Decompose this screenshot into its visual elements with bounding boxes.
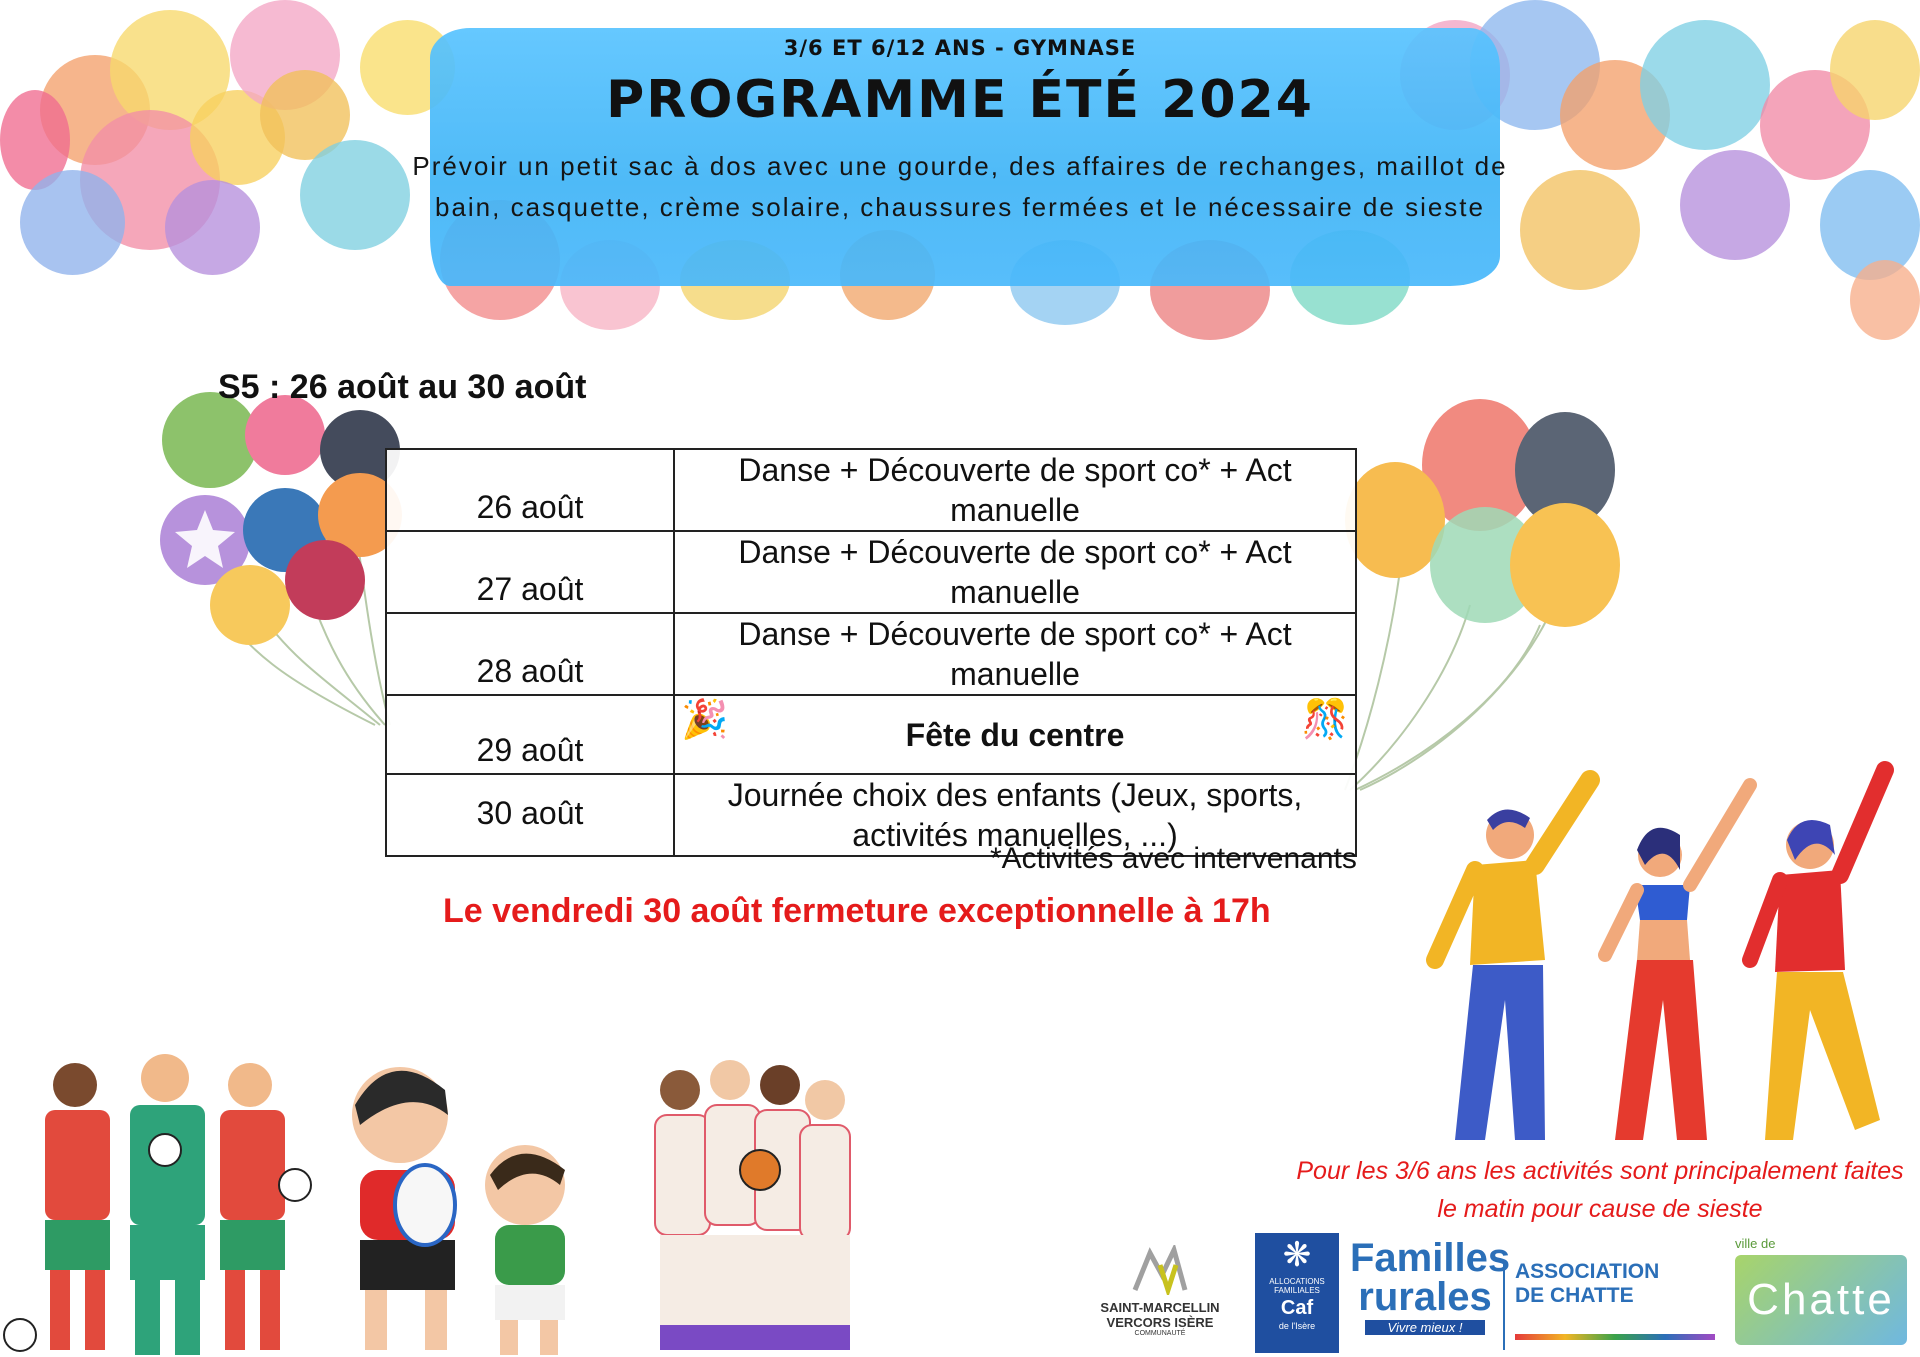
caf-line4: de l'Isère [1278,1321,1316,1331]
packing-instructions: Prévoir un petit sac à dos avec une gourde, des affaires de rechanges, maillot de bain, casquette, crème solaire, chaussures fermées et le nécessaire de sieste [412,151,1508,222]
activity-cell: Danse + Découverte de sport co* + Act manuelle [674,531,1356,613]
schedule-table [385,448,1357,857]
chatte-badge [1735,1255,1907,1345]
smvi-line3: COMMUNAUTÉ [1134,1330,1186,1337]
chatte-logo [1735,1236,1910,1351]
caf-line2: FAMILIALES [1274,1286,1320,1295]
dancers-illustration [1415,760,1905,1150]
basketball-team-illustration [620,1055,870,1357]
closing-notice: Le vendredi 30 août fermeture exceptionnelle à 17h [443,892,1271,930]
week-label: S5 : 26 août au 30 août [218,368,587,406]
familles-line1: Familles [1350,1236,1511,1280]
footnote: *Activités avec intervenants [990,842,1357,875]
day-cell: 26 août [386,449,674,531]
rugby-players-illustration [330,1045,610,1357]
table-row [386,449,1356,531]
caf-logo [1255,1233,1339,1353]
confetti-icon: 🎉 [681,699,729,741]
day-cell: 30 août [386,774,674,856]
chatte-prefix: ville de [1735,1236,1776,1251]
table-row [386,531,1356,613]
party-label: Fête du centre [905,716,1125,753]
assoc-line2: DE CHATTE [1515,1284,1634,1307]
smvi-logo [1085,1245,1235,1345]
activity-cell: Danse + Découverte de sport co* + Act manuelle [674,449,1356,531]
activity-cell: Journée choix des enfants (Jeux, sports, activités manuelles, ...) [674,774,1356,856]
table-row [386,695,1356,774]
confetti-icon: 🎊 [1301,699,1349,741]
caf-line3: Caf [1280,1297,1314,1319]
familles-tagline: Vivre mieux ! [1365,1320,1485,1335]
day-cell: 29 août [386,695,674,774]
program-subtitle: 3/6 ET 6/12 ANS - GYMNASE [783,36,1137,60]
color-stripe [1515,1334,1715,1340]
association-label [1503,1260,1715,1350]
sieste-notice: Pour les 3/6 ans les activités sont principalement faites le matin pour cause de sieste [1296,1157,1904,1223]
activity-cell: Danse + Découverte de sport co* + Act manuelle [674,613,1356,695]
familles-line2: rurales [1358,1275,1492,1319]
assoc-line1: ASSOCIATION [1515,1260,1660,1283]
caf-line1: ALLOCATIONS [1269,1277,1325,1286]
chatte-name: Chatte [1747,1275,1895,1324]
day-cell: 27 août [386,531,674,613]
balloon-cluster-illustration [155,380,415,730]
happy-new-year-balloons-illustration [1340,395,1620,795]
program-title: PROGRAMME ÉTÉ 2024 [606,70,1314,130]
day-cell: 28 août [386,613,674,695]
smvi-line1: SAINT-MARCELLIN [1100,1300,1220,1315]
familles-rurales-logo [1350,1236,1511,1353]
table-row [386,613,1356,695]
smvi-line2: VERCORS ISÈRE [1106,1315,1214,1330]
mountain-v-icon [1130,1245,1190,1295]
caf-emblem-icon: ❋ [1282,1236,1312,1274]
football-team-illustration [0,1050,320,1357]
activity-cell-party [674,695,1356,774]
